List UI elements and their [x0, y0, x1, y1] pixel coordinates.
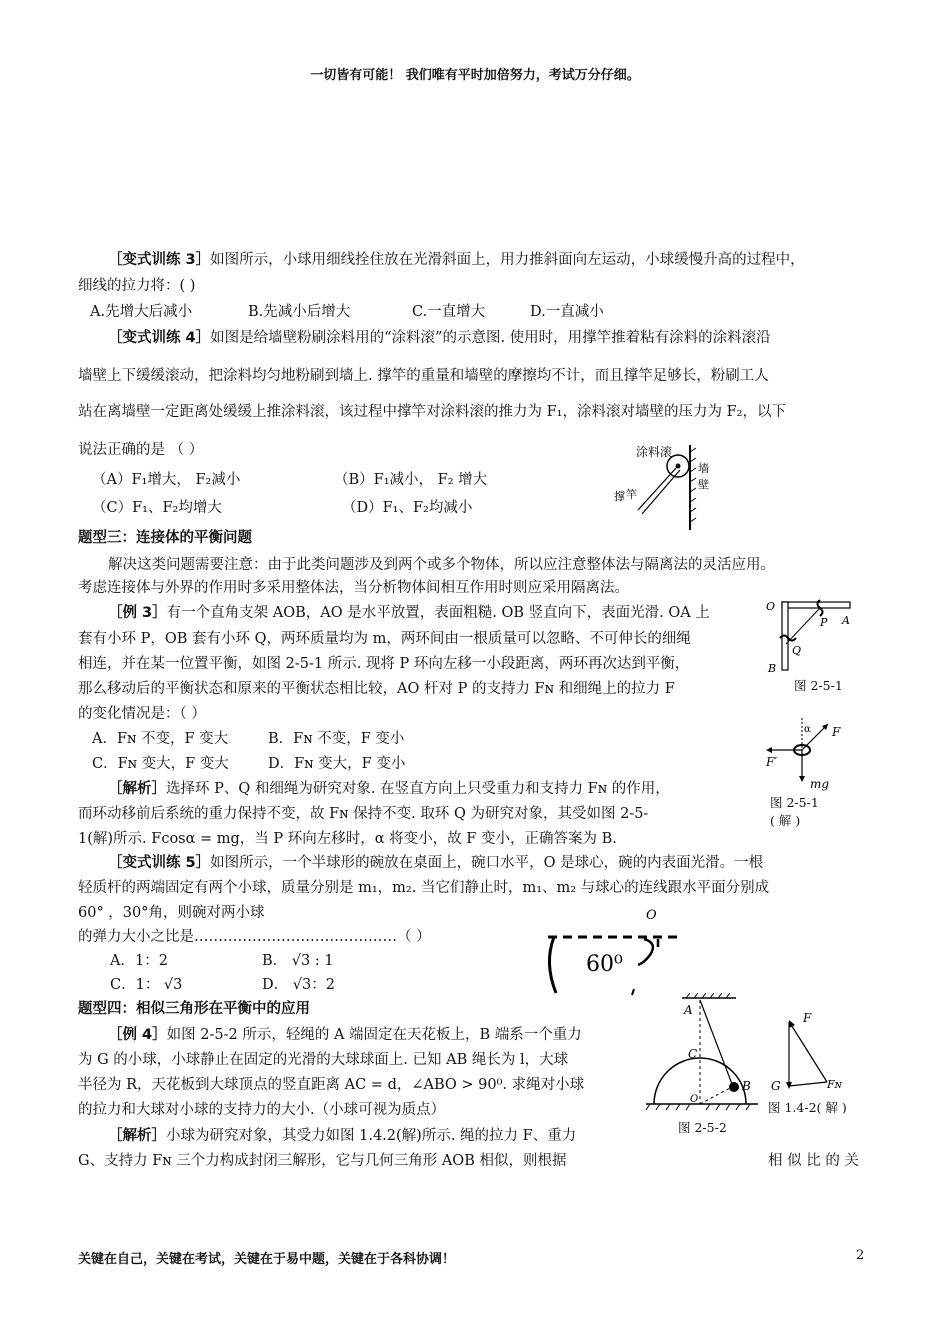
triangle-label-FN: Fɴ [827, 1078, 842, 1091]
fig1-label-Q: Q [792, 644, 802, 657]
ex4-text1: 如图是给墙壁粉刷涂料用的“涂料滚”的示意图. 使用时，用撑竿推着粘有涂料的涂料滚沿 [210, 330, 771, 346]
analysis4-tag: ［解析］ [108, 1128, 166, 1144]
section3-para2: 考虑连接体与外界的作用时多采用整体法，当分析物体间相互作用时则应采用隔离法。 [78, 580, 629, 596]
fig1-label-O: O [766, 600, 776, 613]
section4-title: 题型四：相似三角形在平衡中的应用 [78, 1001, 310, 1017]
fig-1-4-2-caption: 图 1.4-2( 解 ) [768, 1100, 847, 1115]
example3-line5: 的变化情况是：（ ） [78, 706, 206, 722]
page-number: 2 [856, 1248, 865, 1263]
pole-label-2: 竿 [626, 488, 637, 501]
example3-option-a: A．Fɴ 不变，F 变大 [92, 731, 229, 747]
pole-label-1: 撑 [614, 490, 625, 503]
analysis3-tag: ［解析］ [108, 781, 166, 797]
fig-2-5-1-caption: 图 2-5-1 [794, 678, 843, 693]
ex3-text1: 如图所示，小球用细线拴住放在光滑斜面上，用力推斜面向左运动，小球缓慢升高的过程中， [210, 252, 805, 268]
ex3-option-b: B.先减小后增大 [248, 304, 351, 320]
ex5-option-b: B． √3 : 1 [262, 953, 334, 969]
paint-roller-figure [610, 440, 720, 530]
analysis3-line3: 1(解)所示. Fcosα = mg，当 P 环向左移时，α 将变小，故 F 变小，正确答案为 B. [78, 831, 617, 847]
page-header-motto: 一切皆有可能！ 我们唯有平时加倍努力，考试万分仔细。 [310, 68, 640, 83]
ex3-line2: 细线的拉力将：( ) [78, 278, 196, 294]
ex3-line1 [108, 250, 805, 270]
triangle-label-F: F [803, 1011, 812, 1025]
example4-line2: 为 G 的小球，小球静止在固定的光滑的大球球面上. 已知 AB 绳长为 l，大球 [78, 1052, 569, 1068]
sphere-figure-2-5-2 [640, 992, 770, 1117]
ex5-option-a: A．1：2 [110, 953, 168, 969]
force-diagram-2-5-1 [762, 714, 862, 794]
page-footer: 关键在自己，关键在考试，关键在于易中题，关键在于各科协调！ [78, 1252, 456, 1267]
example4-line4: 的拉力和大球对小球的支持力的大小.（小球可视为质点） [78, 1102, 446, 1118]
example4-tag: ［例 4］ [108, 1027, 167, 1043]
example4-line1 [108, 1025, 582, 1045]
triangle-label-G: G [771, 1079, 781, 1093]
ex5-option-d: D． √3：2 [262, 977, 335, 993]
section3-title: 题型三：连接体的平衡问题 [78, 530, 252, 546]
ex4-line4: 说法正确的是 （ ） [78, 442, 204, 458]
fig2-label-mg: mg [810, 777, 830, 791]
ex4-option-a: （A）F₁增大， F₂减小 [92, 472, 241, 488]
analysis3-text1: 选择环 P、Q 和细绳为研究对象. 在竖直方向上只受重力和支持力 Fɴ 的作用， [166, 781, 670, 797]
fig1-label-B: B [768, 662, 777, 675]
bowl-figure [540, 905, 685, 1000]
example4-line3: 半径为 R，天花板到大球顶点的竖直距离 AC = d，∠ABO > 90⁰. 求绳对小球 [78, 1077, 585, 1093]
fig-2-5-1-solution-caption-2: ( 解 ) [770, 813, 801, 828]
bowl-angle-label: 60⁰ [586, 952, 623, 977]
example3-option-c: C．Fɴ 变大，F 变大 [92, 756, 229, 772]
wall-label-2: 壁 [698, 478, 709, 491]
bowl-label-O: O [646, 908, 657, 923]
example3-option-d: D．Fɴ 变大，F 变小 [268, 756, 406, 772]
sphere-label-A: A [684, 1003, 693, 1017]
ex4-option-c: （C）F₁、F₂均增大 [92, 500, 222, 516]
ex3-option-a: A.先增大后减小 [90, 304, 193, 320]
analysis4-line2-tail: 相 似 比 的 关 [768, 1153, 859, 1169]
example3-line1 [108, 603, 710, 623]
example3-text1: 有一个直角支架 AOB，AO 是水平放置，表面粗糙. OB 竖直向下，表面光滑. OA 上 [166, 605, 710, 621]
example4-text1: 如图 2-5-2 所示，轻绳的 A 端固定在天花板上，B 端系一个重力 [166, 1027, 582, 1043]
fig1-label-P: P [820, 616, 828, 629]
ex5-text1: 如图所示，一个半球形的碗放在桌面上，碗口水平，O 是球心，碗的内表面光滑。一根 [210, 855, 764, 871]
analysis3-line2: 而环动移前后系统的重力保持不变，故 Fɴ 保持不变. 取环 Q 为研究对象，其受如图 2-5- [78, 806, 649, 822]
bracket-figure-2-5-1 [762, 596, 862, 676]
wall-label-1: 墙 [698, 462, 709, 475]
section3-para1: 解决这类问题需要注意：由于此类问题涉及到两个或多个物体，所以应注意整体法与隔离法的灵活应用。 [108, 557, 775, 573]
ex5-line1 [108, 853, 763, 873]
ex4-line3: 站在离墙壁一定距离处缓缓上推涂料滚，该过程中撑竿对涂料滚的推力为 F₁，涂料滚对墙壁的压力为 F₂，以下 [78, 404, 786, 420]
fig-2-5-1-solution-caption-1: 图 2-5-1 [770, 795, 819, 810]
ex4-line2: 墙壁上下缓缓滚动，把涂料均匀地粉刷到墙上. 撑竿的重量和墙壁的摩擦均不计，而且撑竿足够长，粉刷工人 [78, 368, 769, 384]
ex5-line2: 轻质杆的两端固定有两个小球，质量分别是 m₁，m₂. 当它们静止时，m₁、m₂ 与球心的连线跟水平面分别成 [78, 880, 770, 896]
analysis4-text1: 小球为研究对象，其受力如图 1.4.2(解)所示. 绳的拉力 F、重力 [166, 1128, 577, 1144]
fig1-label-A: A [842, 614, 850, 627]
force-triangle-figure [765, 1008, 860, 1093]
example3-tag: ［例 3］ [108, 605, 167, 621]
ex3-option-c: C.一直增大 [412, 304, 486, 320]
analysis3-line1 [108, 779, 670, 799]
fig-2-5-2-caption: 图 2-5-2 [678, 1120, 727, 1135]
example3-line4: 那么移动后的平衡状态和原来的平衡状态相比较，AO 杆对 P 的支持力 Fɴ 和细绳上的拉力 F [78, 681, 675, 697]
example3-line3: 相连，并在某一位置平衡，如图 2-5-1 所示. 现将 P 环向左移一小段距离，两环再次达到平衡， [78, 656, 690, 672]
ex5-option-c: C．1： √3 [110, 977, 183, 993]
ex4-tag: ［变式训练 4］ [108, 330, 211, 346]
analysis4-line1 [108, 1126, 576, 1146]
fig2-alpha: α [804, 724, 811, 735]
ex3-option-d: D.一直减小 [530, 304, 604, 320]
ex4-line1 [108, 328, 771, 348]
ex5-tag: ［变式训练 5］ [108, 855, 211, 871]
ex5-line4: 的弹力大小之比是……………………………………（ ） [78, 929, 431, 945]
ex3-tag: ［变式训练 3］ [108, 252, 211, 268]
example3-line2: 套有小环 P，OB 套有小环 Q，两环质量均为 m，两环间由一根质量可以忽略、不可伸长的细绳 [78, 631, 691, 647]
example3-option-b: B．Fɴ 不变，F 变小 [268, 731, 405, 747]
sphere-label-O: O [690, 1094, 699, 1105]
sphere-label-B: B [742, 1079, 751, 1093]
ex4-option-d: （D）F₁、F₂均减小 [342, 500, 473, 516]
fig2-label-Fprime: F′ [766, 755, 778, 769]
roller-label: 涂料滚 [636, 445, 673, 459]
ex4-option-b: （B）F₁减小， F₂ 增大 [334, 472, 488, 488]
ex5-line3: 60° ，30°角，则碗对两小球 [78, 905, 265, 921]
sphere-label-C: C [688, 1047, 698, 1061]
analysis4-line2: G、支持力 Fɴ 三个力构成封闭三解形，它与几何三角形 AOB 相似，则根据 [78, 1153, 567, 1169]
fig2-label-F: F [832, 725, 841, 739]
